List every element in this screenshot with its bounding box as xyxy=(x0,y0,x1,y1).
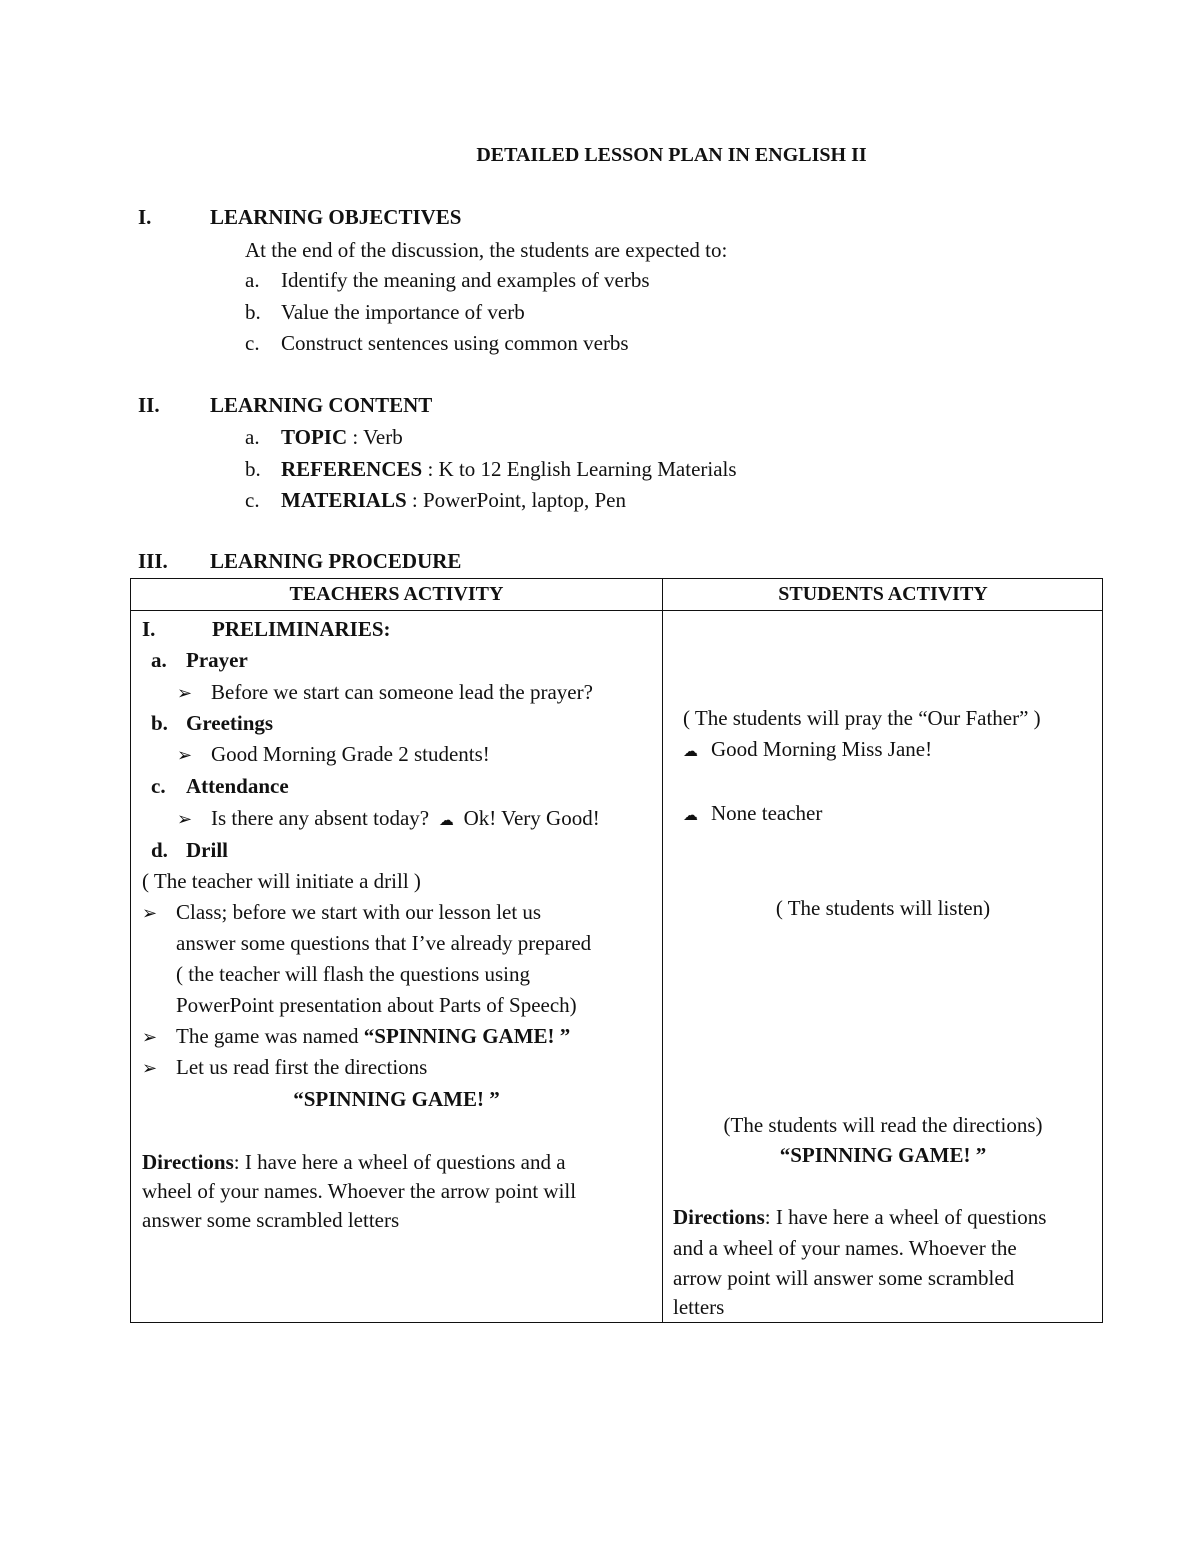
objectives-intro: At the end of the discussion, the students are expected to: xyxy=(245,238,728,262)
game-name-line xyxy=(142,1023,570,1050)
student-game-title: “SPINNING GAME! ” xyxy=(779,1143,987,1167)
teacher-game-title: “SPINNING GAME! ” xyxy=(293,1087,500,1111)
objective-text: Construct sentences using common verbs xyxy=(281,331,629,355)
objective-text: Identify the meaning and examples of verbs xyxy=(281,268,650,292)
objective-text: Value the importance of verb xyxy=(281,300,525,324)
content-label: REFERENCES xyxy=(281,457,423,481)
teacher-directions-continued: answer some scrambled letters xyxy=(142,1208,400,1232)
prayer-question-text: Before we start can someone lead the prayer? xyxy=(211,680,593,704)
section-2-title: LEARNING CONTENT xyxy=(210,393,433,417)
student-listen: ( The students will listen) xyxy=(775,896,991,920)
header-divider xyxy=(131,610,1102,611)
list-marker: c. xyxy=(245,331,260,355)
list-marker: b. xyxy=(245,457,261,481)
teachers-activity-header: TEACHERS ACTIVITY xyxy=(289,583,504,605)
content-text: : Verb xyxy=(347,425,403,449)
objective-item xyxy=(245,267,650,293)
section-2-number: II. xyxy=(138,393,160,417)
section-3-heading xyxy=(138,549,461,574)
preliminaries-heading xyxy=(142,616,391,642)
game-name: “SPINNING GAME! ” xyxy=(363,1024,571,1048)
student-directions-continued: letters xyxy=(673,1295,725,1319)
drill-heading: d. Drill xyxy=(151,838,228,862)
procedure-table xyxy=(130,578,1103,1323)
directions-label: Directions xyxy=(142,1150,234,1174)
prayer-label: Prayer xyxy=(186,648,248,672)
list-marker: b. xyxy=(245,300,261,324)
prayer-question xyxy=(177,679,593,706)
student-greet xyxy=(683,736,932,765)
content-text: : PowerPoint, laptop, Pen xyxy=(406,488,626,512)
prayer-heading: a. Prayer xyxy=(151,648,248,672)
student-pray: ( The students will pray the “Our Father” ) xyxy=(683,706,1041,730)
drill-text-continued: PowerPoint presentation about Parts of Speech) xyxy=(176,993,577,1017)
cloud-bullet-icon: ☁ xyxy=(683,808,698,824)
attendance-line xyxy=(177,805,600,834)
game-name-prefix: The game was named xyxy=(176,1024,364,1048)
arrow-bullet-icon: ➢ xyxy=(142,903,158,923)
teacher-directions-continued: wheel of your names. Whoever the arrow point will xyxy=(142,1179,577,1203)
arrow-bullet-icon: ➢ xyxy=(177,809,193,829)
section-1-heading xyxy=(138,205,461,230)
objective-item xyxy=(245,330,629,356)
drill-line xyxy=(142,899,541,926)
cloud-bullet-icon: ☁ xyxy=(683,744,698,760)
student-directions-continued: arrow point will answer some scrambled xyxy=(673,1266,1015,1290)
greetings-label: Greetings xyxy=(186,711,274,735)
section-1-title: LEARNING OBJECTIVES xyxy=(210,205,462,229)
preliminaries-number: I. xyxy=(142,617,156,641)
drill-text: Class; before we start with our lesson let us xyxy=(176,900,542,924)
student-directions xyxy=(673,1204,1046,1230)
teacher-directions xyxy=(142,1149,566,1175)
content-label: TOPIC xyxy=(281,425,348,449)
list-marker: a. xyxy=(245,268,260,292)
directions-text: : I have here a wheel of questions and a xyxy=(233,1150,566,1174)
drill-text-continued: answer some questions that I’ve already prepared xyxy=(176,931,592,955)
arrow-bullet-icon: ➢ xyxy=(177,683,193,703)
drill-note: ( The teacher will initiate a drill ) xyxy=(142,869,421,893)
arrow-bullet-icon: ➢ xyxy=(142,1027,158,1047)
arrow-bullet-icon: ➢ xyxy=(142,1058,158,1078)
drill-label: Drill xyxy=(186,838,228,862)
section-3-number: III. xyxy=(138,549,168,573)
student-directions-continued: and a wheel of your names. Whoever the xyxy=(673,1236,1017,1260)
preliminaries-label: PRELIMINARIES: xyxy=(212,617,391,641)
directions-label: Directions xyxy=(673,1205,765,1229)
greetings-text: Good Morning Grade 2 students! xyxy=(211,742,490,766)
student-attendance-text: None teacher xyxy=(711,801,823,825)
list-marker: a. xyxy=(245,425,260,449)
attendance-question: Is there any absent today? xyxy=(211,806,430,830)
arrow-bullet-icon: ➢ xyxy=(177,745,193,765)
section-3-title: LEARNING PROCEDURE xyxy=(210,549,462,573)
student-read: (The students will read the directions) xyxy=(723,1113,1043,1137)
greetings-line xyxy=(177,741,490,768)
cloud-bullet-icon: ☁ xyxy=(438,813,454,829)
content-text: : K to 12 English Learning Materials xyxy=(422,457,737,481)
content-item xyxy=(245,456,737,482)
content-item xyxy=(245,487,626,513)
column-divider xyxy=(662,579,663,1322)
attendance-reply: Ok! Very Good! xyxy=(463,806,600,830)
drill-text-continued: ( the teacher will flash the questions using xyxy=(176,962,530,986)
content-item xyxy=(245,424,403,450)
attendance-heading: c. Attendance xyxy=(151,774,289,798)
content-label: MATERIALS xyxy=(281,488,407,512)
students-activity-header: STUDENTS ACTIVITY xyxy=(778,583,988,605)
page-title: DETAILED LESSON PLAN IN ENGLISH II xyxy=(476,144,867,166)
list-marker: c. xyxy=(245,488,260,512)
directions-text: : I have here a wheel of questions xyxy=(764,1205,1047,1229)
read-directions-line xyxy=(142,1054,427,1081)
greetings-heading: b. Greetings xyxy=(151,711,274,735)
section-1-number: I. xyxy=(138,205,152,229)
attendance-label: Attendance xyxy=(186,774,289,798)
read-directions-text: Let us read first the directions xyxy=(176,1055,428,1079)
student-greet-text: Good Morning Miss Jane! xyxy=(711,737,933,761)
objective-item xyxy=(245,299,525,325)
section-2-heading xyxy=(138,393,432,418)
student-attendance xyxy=(683,800,822,829)
